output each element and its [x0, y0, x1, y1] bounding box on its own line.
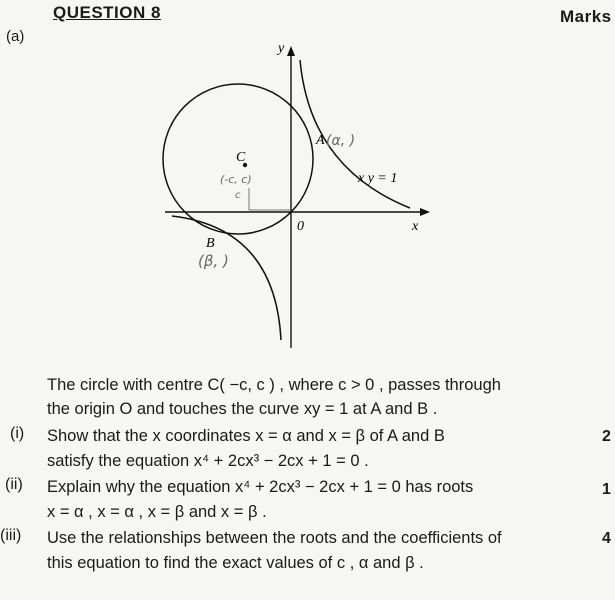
stem-line-1: The circle with centre C( −c, c ) , where c > 0 , passes through — [47, 376, 501, 394]
point-a-label: A — [316, 133, 325, 148]
question-i-line-2: satisfy the equation x⁴ + 2cx³ − 2cx + 1 = 0 . — [47, 452, 369, 470]
marks-ii: 1 — [602, 481, 611, 498]
question-title: QUESTION 8 — [53, 3, 161, 22]
curve-label: x y = 1 — [358, 171, 398, 186]
y-axis-arrow — [287, 46, 295, 56]
question-number-iii: (iii) — [0, 527, 22, 544]
marks-i: 2 — [602, 428, 611, 445]
centre-label: C — [236, 150, 246, 165]
question-number-i: (i) — [10, 425, 25, 442]
x-axis-label: x — [412, 219, 419, 234]
marks-iii: 4 — [602, 530, 611, 547]
point-b-label: B — [206, 236, 215, 251]
question-number-ii: (ii) — [5, 476, 23, 493]
question-iii-line-1: Use the relationships between the roots and the coefficients of — [47, 529, 502, 547]
handwritten-b-coords: (β, ) — [198, 252, 229, 270]
question-iii-line-2: this equation to find the exact values of c , α and β . — [47, 554, 424, 572]
handwritten-a-coords: (α, ) — [326, 133, 356, 149]
question-i-line-1: Show that the x coordinates x = α and x = β of A and B — [47, 427, 445, 445]
marks-header: Marks — [560, 7, 612, 26]
origin-label: 0 — [297, 219, 304, 234]
y-axis-label: y — [278, 41, 285, 56]
x-axis-arrow — [420, 208, 430, 216]
handwritten-centre-coords: (-c, c) — [220, 173, 252, 186]
handwritten-c-mark: c — [235, 190, 241, 201]
part-label: (a) — [6, 28, 25, 45]
stem-line-2: the origin O and touches the curve xy = 1 at A and B . — [47, 400, 438, 418]
question-ii-line-1: Explain why the equation x⁴ + 2cx³ − 2cx + 1 = 0 has roots — [47, 478, 474, 496]
hyperbola-branch-third-quadrant — [172, 216, 281, 340]
circle-hyperbola-diagram — [150, 38, 440, 353]
question-ii-line-2: x = α , x = α , x = β and x = β . — [47, 503, 267, 521]
